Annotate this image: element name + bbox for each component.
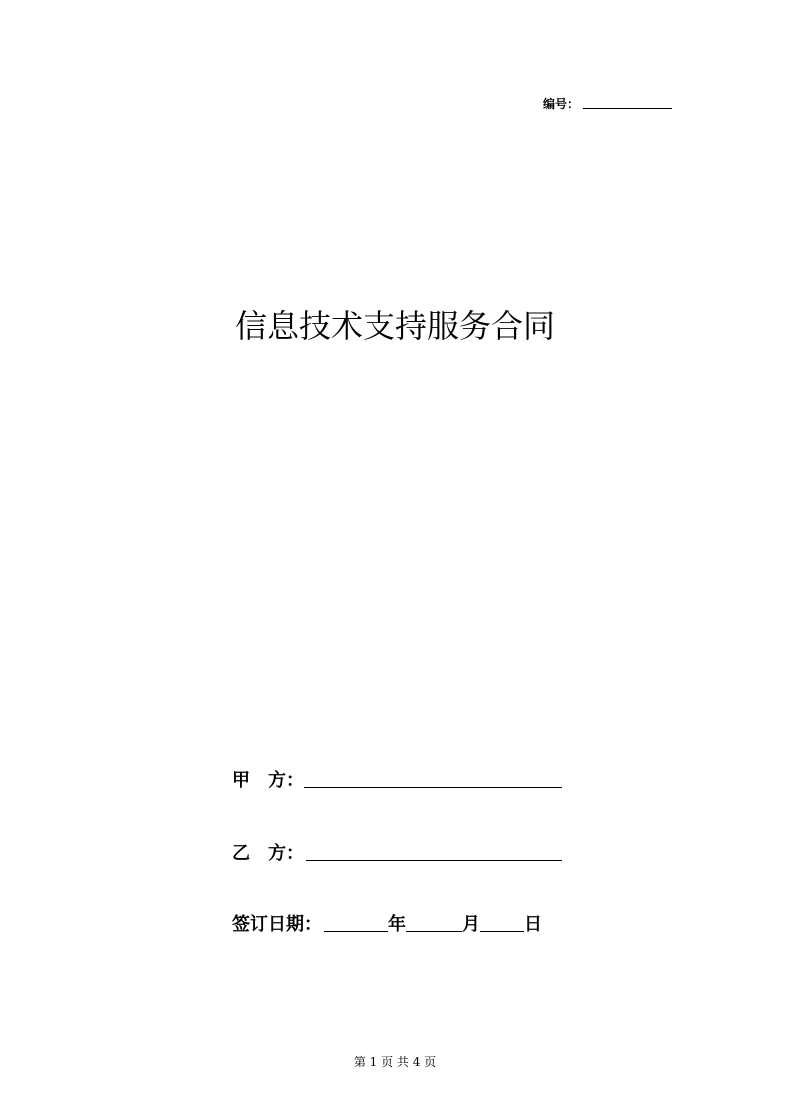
party-b-label-first: 乙	[232, 843, 250, 864]
page-footer: 第 1 页 共 4 页	[353, 1055, 437, 1069]
party-b-field[interactable]	[306, 859, 562, 861]
sign-date-year-field[interactable]	[324, 930, 388, 932]
sign-date-month-field[interactable]	[406, 930, 462, 932]
sign-date-month-unit: 月	[462, 914, 480, 935]
sign-date-year-unit: 年	[388, 914, 406, 935]
sign-date-day-field[interactable]	[480, 930, 524, 932]
party-b-label	[232, 839, 302, 865]
contract-title: 信息技术支持服务合同	[234, 307, 555, 345]
party-a-field[interactable]	[304, 786, 562, 788]
sign-date-day-unit: 日	[524, 914, 542, 935]
party-a-label-second: 方：	[268, 770, 304, 791]
sign-date-row	[232, 910, 542, 936]
party-a-row	[232, 766, 562, 792]
serial-number	[543, 94, 672, 112]
party-b-row	[232, 839, 562, 865]
party-a-label-first: 甲	[232, 770, 250, 791]
serial-number-label: 编号：	[543, 97, 580, 111]
party-a-label	[232, 766, 302, 792]
sign-date-label: 签订日期：	[232, 914, 322, 935]
serial-number-field[interactable]	[583, 107, 672, 109]
party-b-label-second: 方：	[268, 843, 304, 864]
